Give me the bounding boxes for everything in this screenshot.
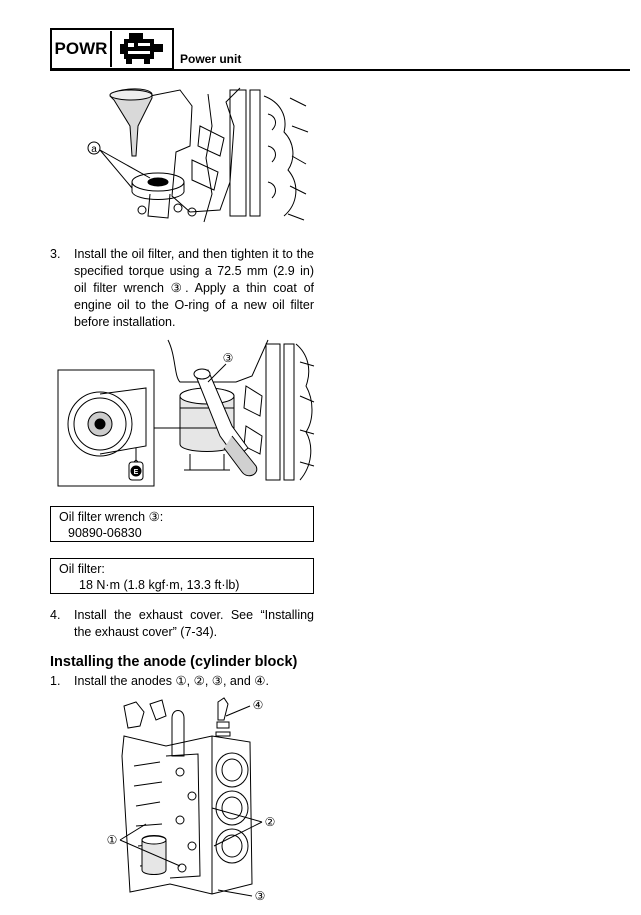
fig3-callout-3: ③ — [254, 889, 266, 903]
header-rule — [50, 69, 630, 71]
anode-step-1-text: Install the anodes ①, ②, ③, and ④. — [74, 674, 269, 688]
fig3-callout-2: ② — [264, 815, 276, 829]
tool-info-box — [50, 506, 314, 542]
tool-label: Oil filter wrench ③: — [59, 510, 164, 524]
fig2-callout-3: ③ — [222, 351, 234, 365]
anode-step-1-number: 1. — [50, 674, 61, 688]
spec-value: 18 N·m (1.8 kgf·m, 13.3 ft·lb) — [79, 578, 240, 592]
step-4-text: Install the exhaust cover. See “Installing the exhaust cover” (7-34). — [74, 608, 314, 639]
fig3-callout-4: ④ — [252, 698, 264, 712]
engine-oil-marker: E — [133, 469, 139, 476]
torque-spec-box — [50, 558, 314, 594]
cylinder-block-illustration — [100, 696, 284, 910]
spec-label: Oil filter: — [59, 562, 105, 576]
step-4-number: 4. — [50, 608, 61, 622]
fig1-callout-a: a — [91, 144, 97, 155]
section-code: POWR — [52, 31, 112, 67]
oil-filter-wrench-illustration — [56, 336, 318, 488]
page-title: Power unit — [180, 52, 242, 66]
engine-icon — [112, 30, 172, 68]
step-3-text: Install the oil filter, and then tighten it to the specified torque using a 72.5 mm (2.9 in) oil filter wrench ③. Apply a thin coat of engine oil to the O-ring of a new oil filter before installation. — [74, 247, 314, 329]
fig3-callout-1: ① — [106, 833, 118, 847]
tool-part-number: 90890-06830 — [68, 526, 142, 540]
step-3-number: 3. — [50, 247, 61, 261]
oil-fill-illustration — [80, 86, 312, 234]
section-heading: Installing the anode (cylinder block) — [50, 654, 298, 670]
